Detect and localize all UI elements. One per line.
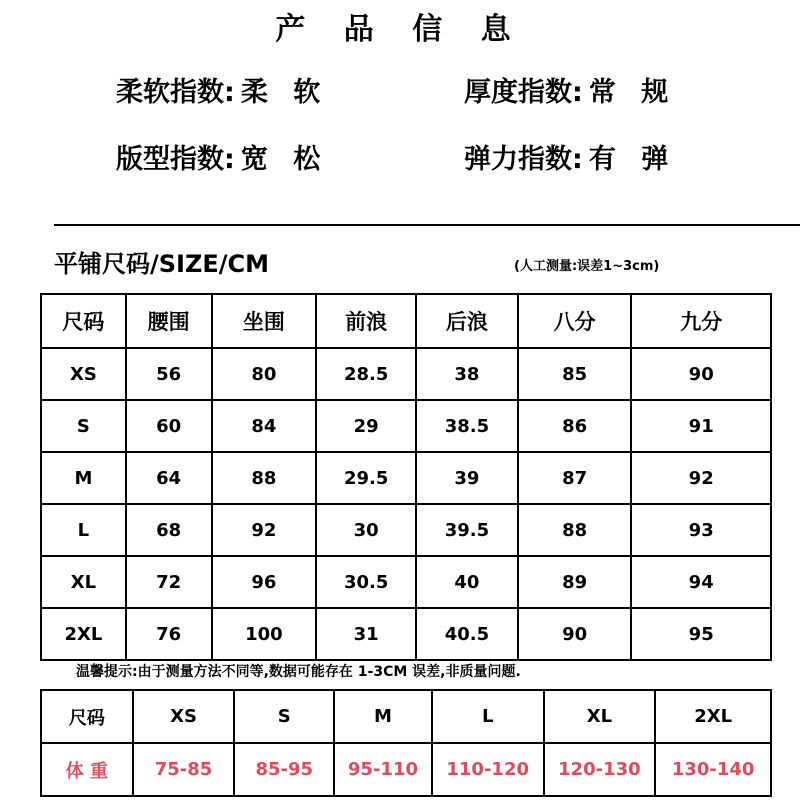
table-cell: 76 [126, 608, 212, 660]
table-cell: XS [133, 690, 235, 743]
table-cell: 89 [518, 556, 632, 608]
section-divider [54, 224, 800, 226]
elasticity-label: 弹力指数: [464, 144, 583, 175]
table-cell: M [334, 690, 432, 743]
table-cell: 95-110 [334, 743, 432, 796]
table-cell: L [432, 690, 544, 743]
table-cell: 92 [631, 452, 771, 504]
weight-table-weight-row [41, 743, 771, 796]
table-cell: 94 [631, 556, 771, 608]
table-cell: 85-95 [234, 743, 334, 796]
table-cell: 29.5 [316, 452, 416, 504]
table-row [41, 400, 771, 452]
table-cell: 120-130 [544, 743, 656, 796]
table-cell: 100 [212, 608, 317, 660]
table-cell: 87 [518, 452, 632, 504]
table-row [41, 608, 771, 660]
table-cell: 130-140 [655, 743, 771, 796]
header-hip: 坐围 [212, 294, 317, 348]
table-cell: XL [544, 690, 656, 743]
measurement-note: (人工测量:误差1~3cm) [514, 259, 660, 274]
table-cell: 28.5 [316, 348, 416, 400]
table-cell: 84 [212, 400, 317, 452]
table-cell: XS [41, 348, 126, 400]
table-cell: 88 [212, 452, 317, 504]
info-row-2 [0, 137, 800, 177]
table-cell: 2XL [41, 608, 126, 660]
header-front-rise: 前浪 [316, 294, 416, 348]
page-title: 产 品 信 息 [275, 12, 525, 47]
table-cell: 95 [631, 608, 771, 660]
softness-index [116, 70, 328, 109]
warm-tip-note: 温馨提示:由于测量方法不同等,数据可能存在 1-3CM 误差,非质量问题. [76, 664, 521, 680]
size-section-title: 平铺尺码/SIZE/CM [54, 250, 270, 278]
table-row [41, 556, 771, 608]
table-cell: 68 [126, 504, 212, 556]
table-cell: 86 [518, 400, 632, 452]
table-cell: S [234, 690, 334, 743]
table-cell: XL [41, 556, 126, 608]
thickness-index [464, 70, 676, 109]
info-row-1 [0, 70, 800, 110]
size-table-header-row [41, 294, 771, 348]
table-cell: 96 [212, 556, 317, 608]
table-cell: 尺码 [41, 690, 133, 743]
table-cell: 90 [518, 608, 632, 660]
elasticity-value: 有 弹 [588, 144, 677, 175]
table-cell: 90 [631, 348, 771, 400]
table-cell: 110-120 [432, 743, 544, 796]
table-cell: 80 [212, 348, 317, 400]
elasticity-index [464, 137, 676, 176]
table-cell: 92 [212, 504, 317, 556]
table-cell: S [41, 400, 126, 452]
thickness-value: 常 规 [588, 77, 677, 108]
table-cell: 88 [518, 504, 632, 556]
table-cell: 64 [126, 452, 212, 504]
fit-label: 版型指数: [116, 144, 235, 175]
table-cell: 72 [126, 556, 212, 608]
size-table [40, 293, 772, 661]
table-cell: 75-85 [133, 743, 235, 796]
table-cell: 91 [631, 400, 771, 452]
header-eighth-length: 八分 [518, 294, 632, 348]
table-cell: M [41, 452, 126, 504]
table-cell: L [41, 504, 126, 556]
table-cell: 93 [631, 504, 771, 556]
table-cell: 40 [416, 556, 518, 608]
header-back-rise: 后浪 [416, 294, 518, 348]
fit-value: 宽 松 [240, 144, 329, 175]
table-cell: 体 重 [41, 743, 133, 796]
table-cell: 39.5 [416, 504, 518, 556]
table-cell: 31 [316, 608, 416, 660]
table-cell: 38.5 [416, 400, 518, 452]
header-waist: 腰围 [126, 294, 212, 348]
table-cell: 39 [416, 452, 518, 504]
weight-table-size-row [41, 690, 771, 743]
table-cell: 60 [126, 400, 212, 452]
table-cell: 30 [316, 504, 416, 556]
fit-index [116, 137, 328, 176]
table-cell: 85 [518, 348, 632, 400]
table-row [41, 348, 771, 400]
softness-label: 柔软指数: [116, 77, 235, 108]
table-row [41, 452, 771, 504]
table-cell: 56 [126, 348, 212, 400]
softness-value: 柔 软 [240, 77, 329, 108]
weight-table [40, 689, 772, 797]
header-ninth-length: 九分 [631, 294, 771, 348]
header-size: 尺码 [41, 294, 126, 348]
table-cell: 40.5 [416, 608, 518, 660]
table-cell: 29 [316, 400, 416, 452]
table-cell: 2XL [655, 690, 771, 743]
thickness-label: 厚度指数: [464, 77, 583, 108]
table-cell: 38 [416, 348, 518, 400]
table-row [41, 504, 771, 556]
table-cell: 30.5 [316, 556, 416, 608]
